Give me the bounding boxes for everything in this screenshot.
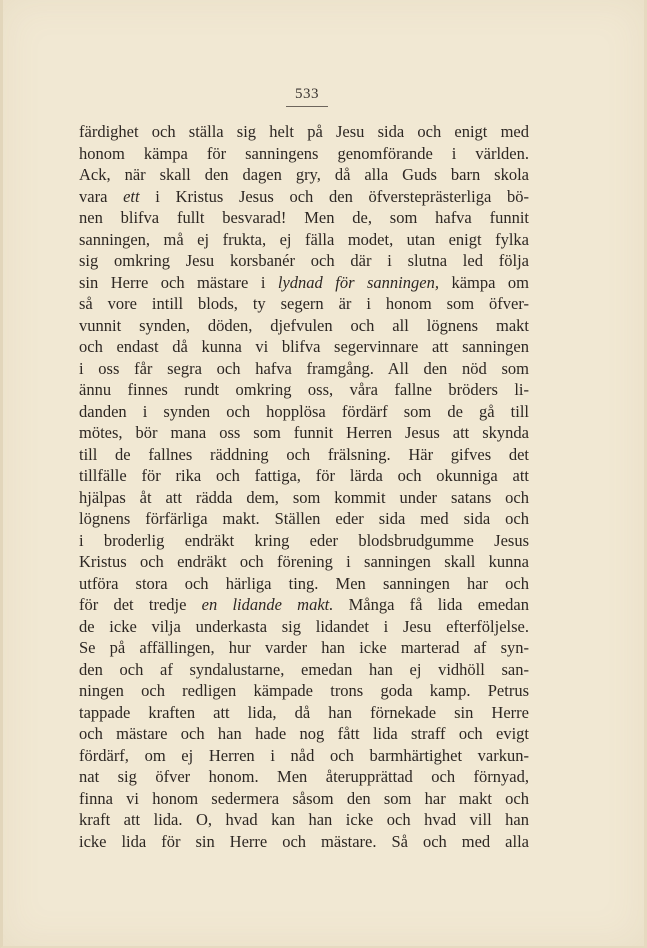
text-line bbox=[79, 358, 529, 380]
text-segment: lögnens förfärliga makt. Ställen eder sida med sida och bbox=[79, 509, 529, 528]
text-segment: till de fallnes räddning och frälsning. Här gifves det bbox=[79, 444, 529, 464]
text-line bbox=[79, 401, 529, 423]
text-line bbox=[79, 551, 529, 573]
text-line bbox=[79, 121, 529, 143]
text-line bbox=[79, 207, 529, 229]
text-segment: nen blifva fullt besvarad! Men de, som hafva funnit bbox=[79, 208, 529, 227]
text-segment: så vore intill blods, ty segern är i honom som öfver- bbox=[79, 294, 529, 313]
text-segment: i Kristus Jesus och den öfversteprästerliga bö- bbox=[139, 186, 529, 206]
body-text bbox=[79, 121, 529, 852]
page-number-rule bbox=[286, 106, 328, 107]
text-segment: utföra stora och härliga ting. Men sanningen har och bbox=[79, 573, 529, 593]
text-line bbox=[79, 809, 529, 831]
text-segment: i broderlig endräkt kring eder blodsbrudgumme Jesus bbox=[79, 530, 529, 550]
text-segment: de icke vilja underkasta sig lidandet i Jesu efterföljelse. bbox=[79, 616, 529, 636]
italic-text: ett bbox=[123, 186, 140, 206]
text-segment: för det tredje bbox=[79, 595, 202, 614]
text-segment: danden i synden och hopplösa fördärf som de gå till bbox=[79, 401, 529, 421]
text-line bbox=[79, 766, 529, 788]
text-segment: tillfälle för rika och fattiga, för lärda och okunniga att bbox=[79, 466, 529, 485]
text-segment: vara bbox=[79, 186, 124, 206]
text-line bbox=[79, 250, 529, 272]
text-line bbox=[79, 293, 529, 315]
text-line bbox=[79, 272, 529, 294]
text-line bbox=[79, 530, 529, 552]
text-line bbox=[79, 702, 529, 724]
text-segment: Ack, när skall den dagen gry, då alla Guds barn skola bbox=[79, 165, 529, 184]
text-segment: finna vi honom sedermera såsom den som har makt och bbox=[79, 788, 529, 808]
text-line bbox=[79, 164, 529, 186]
text-segment: vunnit synden, döden, djefvulen och all lögnens makt bbox=[79, 315, 529, 335]
text-segment: Kristus och endräkt och förening i sanningen skall kunna bbox=[79, 552, 529, 571]
text-segment: i oss får segra och hafva framgång. All den nöd som bbox=[79, 358, 529, 378]
text-segment: sanningen, må ej frukta, ej fälla modet, utan enigt fylka bbox=[79, 229, 529, 249]
text-segment: sin Herre och mästare i bbox=[79, 272, 278, 292]
text-line bbox=[79, 616, 529, 638]
text-line bbox=[79, 573, 529, 595]
text-line bbox=[79, 637, 529, 659]
text-line bbox=[79, 723, 529, 745]
text-segment: den och af syndalustarne, emedan han ej vidhöll san- bbox=[79, 659, 529, 679]
text-line bbox=[79, 229, 529, 251]
text-line bbox=[79, 659, 529, 681]
text-line bbox=[79, 831, 529, 853]
text-line bbox=[79, 444, 529, 466]
text-segment: färdighet och ställa sig helt på Jesu sida och enigt med bbox=[79, 122, 529, 141]
italic-text: en lidande makt. bbox=[201, 595, 334, 614]
text-line bbox=[79, 680, 529, 702]
text-line bbox=[79, 422, 529, 444]
text-segment: icke lida för sin Herre och mästare. Så och med alla bbox=[79, 831, 529, 851]
text-line bbox=[79, 508, 529, 530]
text-line bbox=[79, 143, 529, 165]
text-line bbox=[79, 788, 529, 810]
text-segment: honom kämpa för sanningens genomförande i världen. bbox=[79, 143, 529, 163]
text-segment: kämpa om bbox=[438, 272, 529, 292]
page-number: 533 bbox=[295, 86, 319, 102]
text-segment: sig omkring Jesu korsbanér och där i slutna led följa bbox=[79, 251, 529, 270]
text-segment: ännu finnes rundt omkring oss, våra fallne bröders li- bbox=[79, 380, 529, 399]
italic-text: lydnad för sanningen, bbox=[277, 272, 439, 292]
text-segment: fördärf, om ej Herren i nåd och barmhärtighet varkun- bbox=[79, 745, 529, 765]
text-segment: ningen och redligen kämpade trons goda kamp. Petrus bbox=[79, 681, 529, 700]
text-segment: och endast då kunna vi blifva segervinnare att sanningen bbox=[79, 337, 529, 356]
text-line bbox=[79, 379, 529, 401]
text-segment: Se på affällingen, hur varder han icke marterad af syn- bbox=[79, 638, 529, 657]
text-line bbox=[79, 487, 529, 509]
text-line bbox=[79, 315, 529, 337]
text-segment: mötes, bör mana oss som funnit Herren Jesus att skynda bbox=[79, 423, 529, 442]
text-segment: kraft att lida. O, hvad kan han icke och hvad vill han bbox=[79, 810, 529, 829]
text-line bbox=[79, 336, 529, 358]
text-segment: hjälpas åt att rädda dem, som kommit under satans och bbox=[79, 487, 529, 507]
text-segment: tappade kraften att lida, då han förnekade sin Herre bbox=[79, 702, 529, 722]
text-segment: nat sig öfver honom. Men återupprättad och förnyad, bbox=[79, 767, 529, 786]
text-line bbox=[79, 186, 529, 208]
text-segment: och mästare och han hade nog fått lida straff och evigt bbox=[79, 724, 529, 743]
text-line bbox=[79, 465, 529, 487]
text-segment: Många få lida emedan bbox=[333, 595, 529, 614]
text-line bbox=[79, 594, 529, 616]
text-line bbox=[79, 745, 529, 767]
